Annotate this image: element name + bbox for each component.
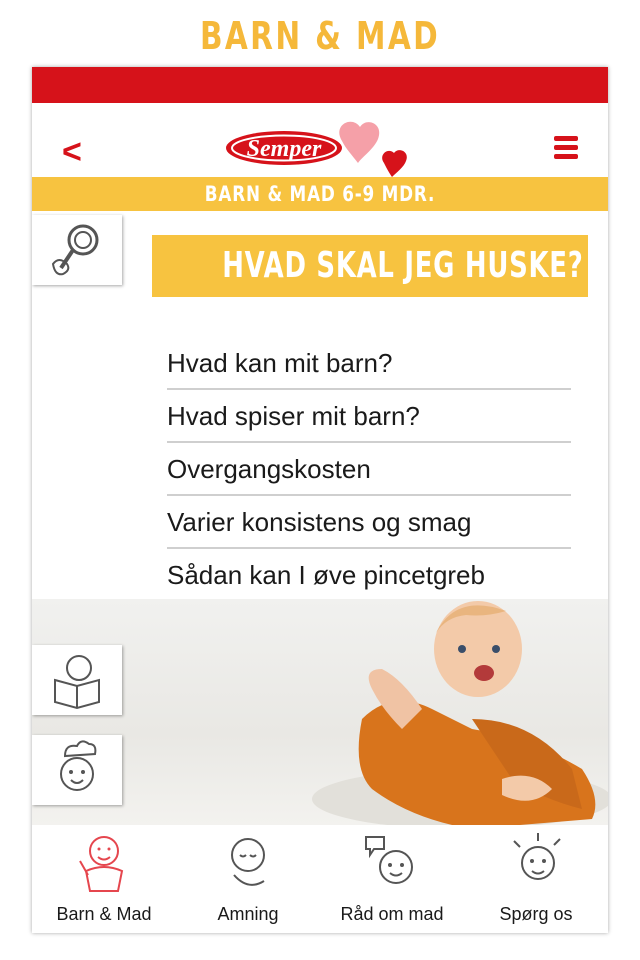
list-item[interactable]: Hvad spiser mit barn?	[167, 390, 571, 443]
list-item[interactable]: Hvad kan mit barn?	[167, 337, 571, 390]
baby-question-icon	[506, 831, 566, 895]
tab-label: Amning	[217, 904, 279, 924]
chevron-left-icon[interactable]: <	[62, 133, 82, 171]
tab-spoerg-os[interactable]	[464, 825, 608, 933]
list-item[interactable]: Sådan kan I øve pincetgreb	[167, 549, 571, 602]
baby-eating-icon	[74, 831, 134, 895]
tab-raad-om-mad[interactable]	[320, 825, 464, 933]
status-bar	[32, 67, 608, 103]
app-title: BARN & MAD	[199, 14, 441, 58]
age-band: BARN & MAD 6-9 MDR.	[32, 177, 608, 211]
section-heading: HVAD SKAL JEG HUSKE?	[152, 235, 588, 297]
baby-speech-icon	[362, 831, 422, 895]
bottom-tab-bar	[32, 825, 608, 933]
hamburger-icon[interactable]	[554, 136, 578, 163]
topic-list	[167, 337, 571, 602]
tab-barn-og-mad[interactable]	[32, 825, 176, 933]
logo-text: Semper	[246, 136, 322, 162]
list-item[interactable]: Varier konsistens og smag	[167, 496, 571, 549]
baby-chef-icon[interactable]	[32, 735, 122, 805]
tab-label: Barn & Mad	[56, 904, 152, 924]
list-item[interactable]: Overgangskosten	[167, 443, 571, 496]
nursing-icon	[218, 831, 278, 895]
baby-reading-icon[interactable]	[32, 645, 122, 715]
nav-bar	[32, 103, 608, 177]
semper-logo	[224, 111, 424, 181]
phone-screen	[32, 67, 608, 933]
rattle-icon[interactable]	[32, 215, 122, 285]
tab-amning[interactable]	[176, 825, 320, 933]
tab-label: Råd om mad	[340, 904, 444, 924]
tab-label: Spørg os	[499, 904, 573, 924]
